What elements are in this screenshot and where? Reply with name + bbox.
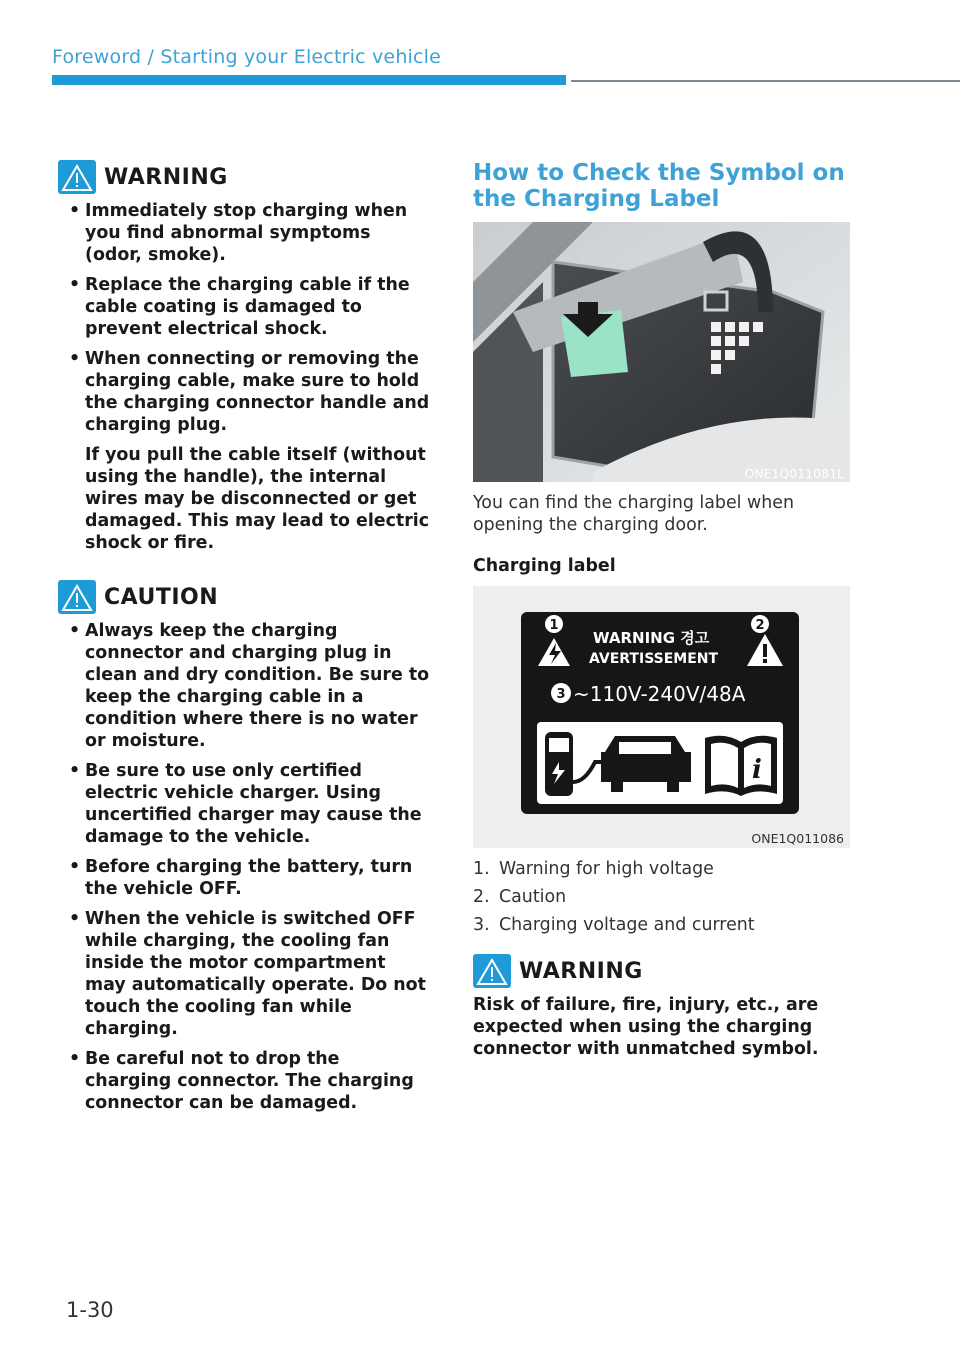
header-bar-blue (52, 75, 566, 85)
header-bar-grey (571, 80, 960, 82)
charging-label-diagram (473, 586, 850, 848)
list-item: 3. Charging voltage and current (473, 915, 755, 935)
warning2-title: WARNING (519, 958, 643, 984)
list-item: • When the vehicle is switched OFF while charging, the cooling fan inside the motor compartment may automatically operate. Do not touch the cooling fan while charging. (58, 908, 430, 1040)
list-item: • Always keep the charging connector and charging plug in clean and dry condition. Be sure to keep the charging cable in a condition where there is no water or moisture. (58, 620, 430, 752)
left-column (58, 160, 430, 1122)
photo-code: ONE1Q011081L (744, 466, 844, 481)
label-voltage-text: ~110V-240V/48A (573, 682, 746, 706)
charging-door-photo (473, 222, 850, 482)
page-number: 1-30 (66, 1298, 114, 1322)
caution-list (58, 620, 430, 1114)
svg-text:i: i (752, 755, 762, 785)
label-num2: 2 (755, 618, 765, 633)
section-title: How to Check the Symbol on the Charging Label (473, 160, 845, 212)
list-item: • Be sure to use only certified electric vehicle charger. Using uncertified charger may cause the damage to the vehicle. (58, 760, 430, 848)
label-code: ONE1Q011086 (751, 831, 844, 846)
list-item: • Be careful not to drop the charging connector. The charging connector can be damaged. (58, 1048, 430, 1114)
list-item: 2. Caution (473, 887, 567, 907)
warning-triangle-icon (473, 954, 511, 988)
warning2-text: Risk of failure, fire, injury, etc., are expected when using the charging connector with unmatched symbol. (473, 995, 819, 1059)
caution-triangle-icon (58, 580, 96, 614)
caution-block (58, 580, 430, 1114)
warning2-block (473, 954, 853, 1060)
label-num3: 3 (556, 687, 566, 702)
warning2-header (473, 954, 853, 988)
warning-triangle-icon (58, 160, 96, 194)
label-num1: 1 (549, 618, 559, 633)
header-breadcrumb: Foreword / Starting your Electric vehicle (52, 46, 442, 68)
body-text: You can find the charging label when opening the charging door. (473, 493, 794, 535)
list-item: • Immediately stop charging when you find abnormal symptoms (odor, smoke). (58, 200, 430, 266)
caution-title: CAUTION (104, 584, 219, 610)
label-warning-text: WARNING 경고 (593, 629, 710, 647)
charging-door-illustration (473, 222, 850, 482)
list-item (58, 348, 430, 554)
list-item: • Replace the charging cable if the cable coating is damaged to prevent electrical shock. (58, 274, 430, 340)
warning-list (58, 200, 430, 554)
list-item-subtext: If you pull the cable itself (without using the handle), the internal wires may be disconnected or get damaged. This may lead to electric shock or fire. (85, 445, 430, 553)
warning-block (58, 160, 430, 554)
warning-header (58, 160, 430, 194)
charging-label-heading: Charging label (473, 556, 616, 576)
list-item: 1. Warning for high voltage (473, 859, 714, 879)
label-avertissement-text: AVERTISSEMENT (589, 651, 719, 667)
list-item: • Before charging the battery, turn the vehicle OFF. (58, 856, 430, 900)
caution-header (58, 580, 430, 614)
charging-label-figure (473, 586, 850, 848)
right-column (473, 160, 853, 1060)
label-legend-list (473, 858, 853, 936)
list-item-text: When connecting or removing the charging cable, make sure to hold the charging connector handle and charging plug. (85, 349, 430, 435)
warning-title: WARNING (104, 164, 228, 190)
